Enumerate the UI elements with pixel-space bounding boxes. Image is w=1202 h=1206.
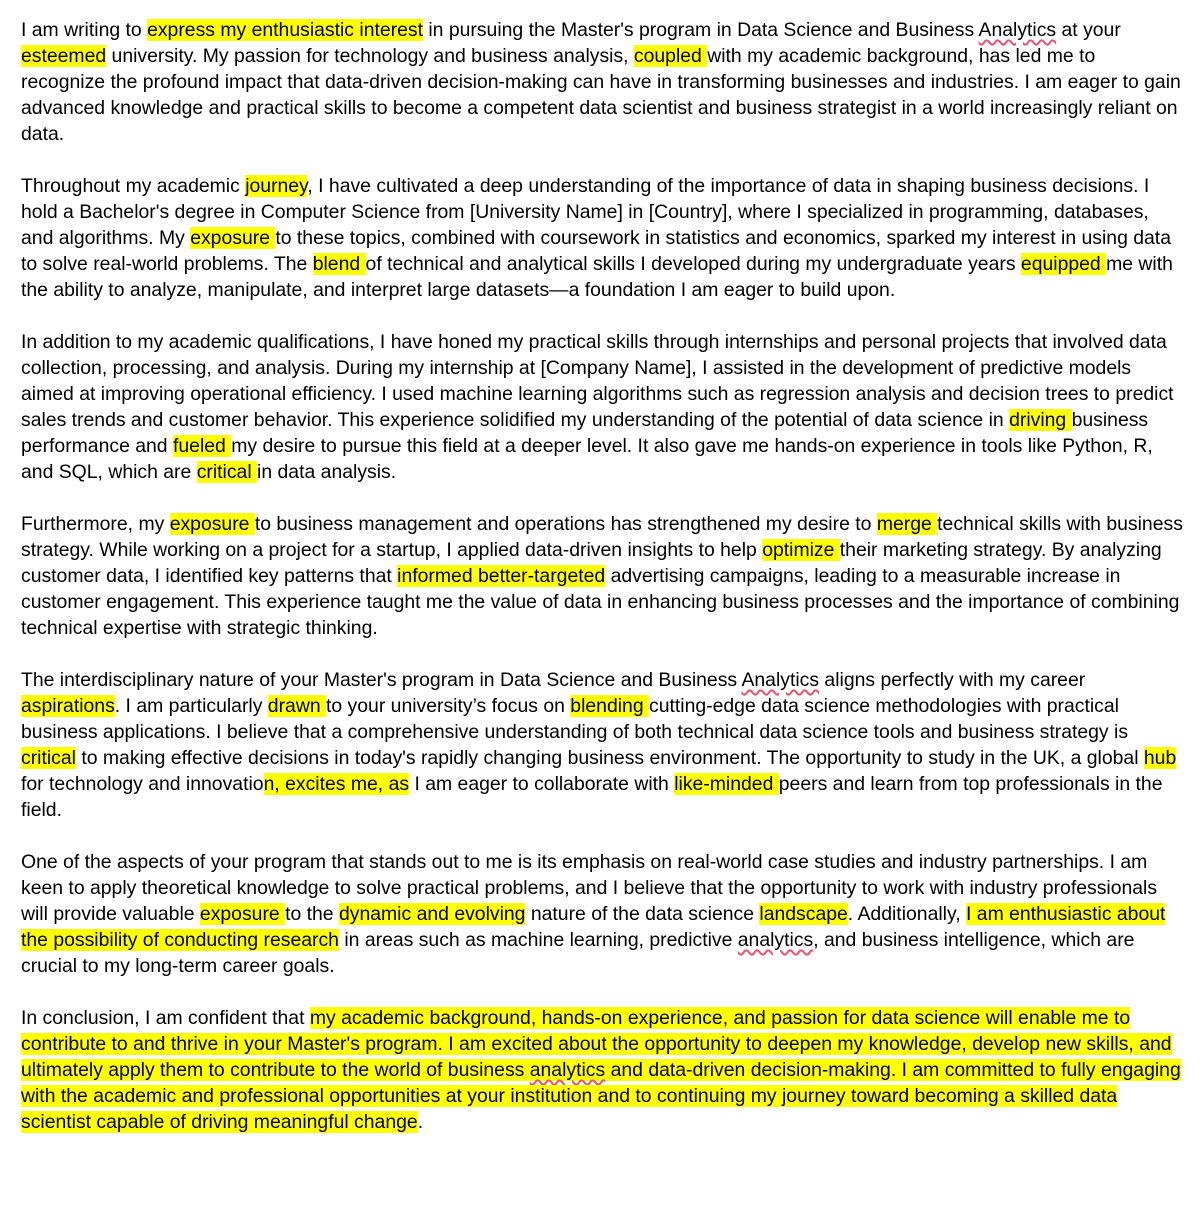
- paragraph-3: [21, 329, 1183, 485]
- highlighted-text: critical: [196, 461, 258, 483]
- text-segment: in pursuing the Master's program in Data Science and Business: [422, 19, 979, 41]
- paragraph-4: [21, 511, 1183, 641]
- text-segment: The interdisciplinary nature of your Master's program in Data Science and Business: [21, 669, 742, 691]
- text-segment: in data analysis.: [257, 461, 397, 483]
- text-segment: for technology and innovatio: [21, 773, 264, 795]
- document-body: [21, 17, 1183, 1161]
- text-segment: , and business intelligence, which are crucial to my long-term career goals.: [21, 929, 1135, 977]
- text-segment: I am writing to: [21, 19, 148, 41]
- text-segment: In conclusion, I am confident that: [21, 1007, 310, 1029]
- highlighted-text: optimize: [762, 539, 840, 561]
- spellcheck-flagged-word: Analytics: [741, 669, 820, 691]
- highlighted-misspelled-word: analytics: [529, 1059, 606, 1081]
- text-segment: In addition to my academic qualifications, I have honed my practical skills through internships and personal projects that involved data collection, processing, and analysis. During my internship at [Company Name], I assisted in the development of predictive models aimed at improving operational efficiency. I used machine learning algorithms such as regression analysis and decision trees to predict sales trends and customer behavior. This experience solidified my understanding of the potential of data science in: [21, 331, 1174, 431]
- highlighted-text: critical: [21, 747, 76, 769]
- highlighted-text: drawn: [267, 695, 326, 717]
- text-segment: cutting-edge data science methodologies with practical business applications. I believe that a comprehensive understanding of both technical data science tools and business strategy is: [21, 695, 1129, 743]
- text-segment: advertising campaigns, leading to a measurable increase in customer engagement. This experience taught me the value of data in enhancing business processes and the importance of combining technical expertise with strategic thinking.: [21, 565, 1180, 639]
- text-segment: . I am particularly: [114, 695, 268, 717]
- text-segment: .: [417, 1111, 424, 1133]
- highlighted-text: and data-driven decision-making. I am committed to fully engaging with the academic and professional opportunities at your institution and to continuing my journey toward becoming a skilled data scientist capable of driving meaningful change: [21, 1059, 1181, 1133]
- highlighted-text: equipped: [1020, 253, 1107, 275]
- highlighted-text: landscape: [759, 903, 848, 925]
- highlighted-text: I am enthusiastic about the possibility of conducting research: [21, 903, 1166, 951]
- spellcheck-flagged-word: Analytics: [978, 19, 1057, 41]
- highlighted-text: n, excites me, as: [263, 773, 410, 795]
- text-segment: of technical and analytical skills I developed during my undergraduate years: [365, 253, 1021, 275]
- text-segment: Throughout my academic: [21, 175, 246, 197]
- highlighted-text: express my enthusiastic interest: [147, 19, 423, 41]
- highlighted-text: like-minded: [674, 773, 779, 795]
- highlighted-text: my academic background, hands-on experience, and passion for data science will enable me to contribute to and thrive in your Master's program. I am excited about the opportunity to deepen my knowledge, develop new skills, and ultimately apply them to contribute to the world of business: [21, 1007, 1172, 1081]
- text-segment: to the: [285, 903, 339, 925]
- paragraph-7: [21, 1005, 1183, 1135]
- text-segment: in areas such as machine learning, predictive: [338, 929, 738, 951]
- highlighted-text: exposure: [190, 227, 276, 249]
- highlighted-text: aspirations: [21, 695, 115, 717]
- highlighted-text: exposure: [199, 903, 286, 925]
- paragraph-2: [21, 173, 1183, 303]
- text-segment: . Additionally,: [847, 903, 967, 925]
- highlighted-text: esteemed: [21, 45, 107, 67]
- text-segment: business performance and: [21, 409, 1149, 457]
- text-segment: peers and learn from top professionals in the field.: [21, 773, 1163, 821]
- highlighted-text: blending: [570, 695, 650, 717]
- highlighted-text: dynamic and evolving: [338, 903, 526, 925]
- text-segment: to your university’s focus on: [326, 695, 571, 717]
- highlighted-text: merge: [876, 513, 938, 535]
- highlighted-text: fueled: [172, 435, 232, 457]
- text-segment: , I have cultivated a deep understanding of the importance of data in shaping business decisions. I hold a Bachelor's degree in Computer Science from [University Name] in [Country], where I specialized in programming, databases, and algorithms. My: [21, 175, 1150, 249]
- text-segment: their marketing strategy. By analyzing customer data, I identified key patterns that: [21, 539, 1162, 587]
- text-segment: me with the ability to analyze, manipulate, and interpret large datasets—a foundation I am eager to build upon.: [21, 253, 1173, 301]
- text-segment: aligns perfectly with my career: [819, 669, 1086, 691]
- text-segment: technical skills with business strategy. While working on a project for a startup, I applied data-driven insights to help: [21, 513, 1183, 561]
- text-segment: with my academic background, has led me to recognize the profound impact that data-driven decision-making can have in transforming businesses and industries. I am eager to gain advanced knowledge and practical skills to become a competent data scientist and business strategist in a world increasingly reliant on data.: [21, 45, 1181, 145]
- highlighted-text: informed better-targeted: [397, 565, 606, 587]
- paragraph-5: [21, 667, 1183, 823]
- highlighted-text: hub: [1143, 747, 1177, 769]
- text-segment: I am eager to collaborate with: [409, 773, 675, 795]
- text-segment: to these topics, combined with coursework in statistics and economics, sparked my interest in using data to solve real-world problems. The: [21, 227, 1171, 275]
- highlighted-text: coupled: [633, 45, 708, 67]
- highlighted-text: journey: [245, 175, 308, 197]
- text-segment: nature of the data science: [525, 903, 760, 925]
- text-segment: to business management and operations has strengthened my desire to: [254, 513, 877, 535]
- highlighted-text: blend: [312, 253, 366, 275]
- text-segment: my desire to pursue this field at a deeper level. It also gave me hands-on experience in tools like Python, R, and SQL, which are: [21, 435, 1153, 483]
- text-segment: One of the aspects of your program that stands out to me is its emphasis on real-world case studies and industry partnerships. I am keen to apply theoretical knowledge to solve practical problems, and I believe that the opportunity to work with industry professionals will provide valuable: [21, 851, 1158, 925]
- text-segment: university. My passion for technology and business analysis,: [106, 45, 634, 67]
- text-segment: to making effective decisions in today's rapidly changing business environment. The opportunity to study in the UK, a global: [75, 747, 1144, 769]
- text-segment: Furthermore, my: [21, 513, 170, 535]
- spellcheck-flagged-word: analytics: [737, 929, 814, 951]
- text-segment: at your: [1056, 19, 1121, 41]
- paragraph-6: [21, 849, 1183, 979]
- highlighted-text: driving: [1009, 409, 1072, 431]
- paragraph-1: [21, 17, 1183, 147]
- highlighted-text: exposure: [169, 513, 255, 535]
